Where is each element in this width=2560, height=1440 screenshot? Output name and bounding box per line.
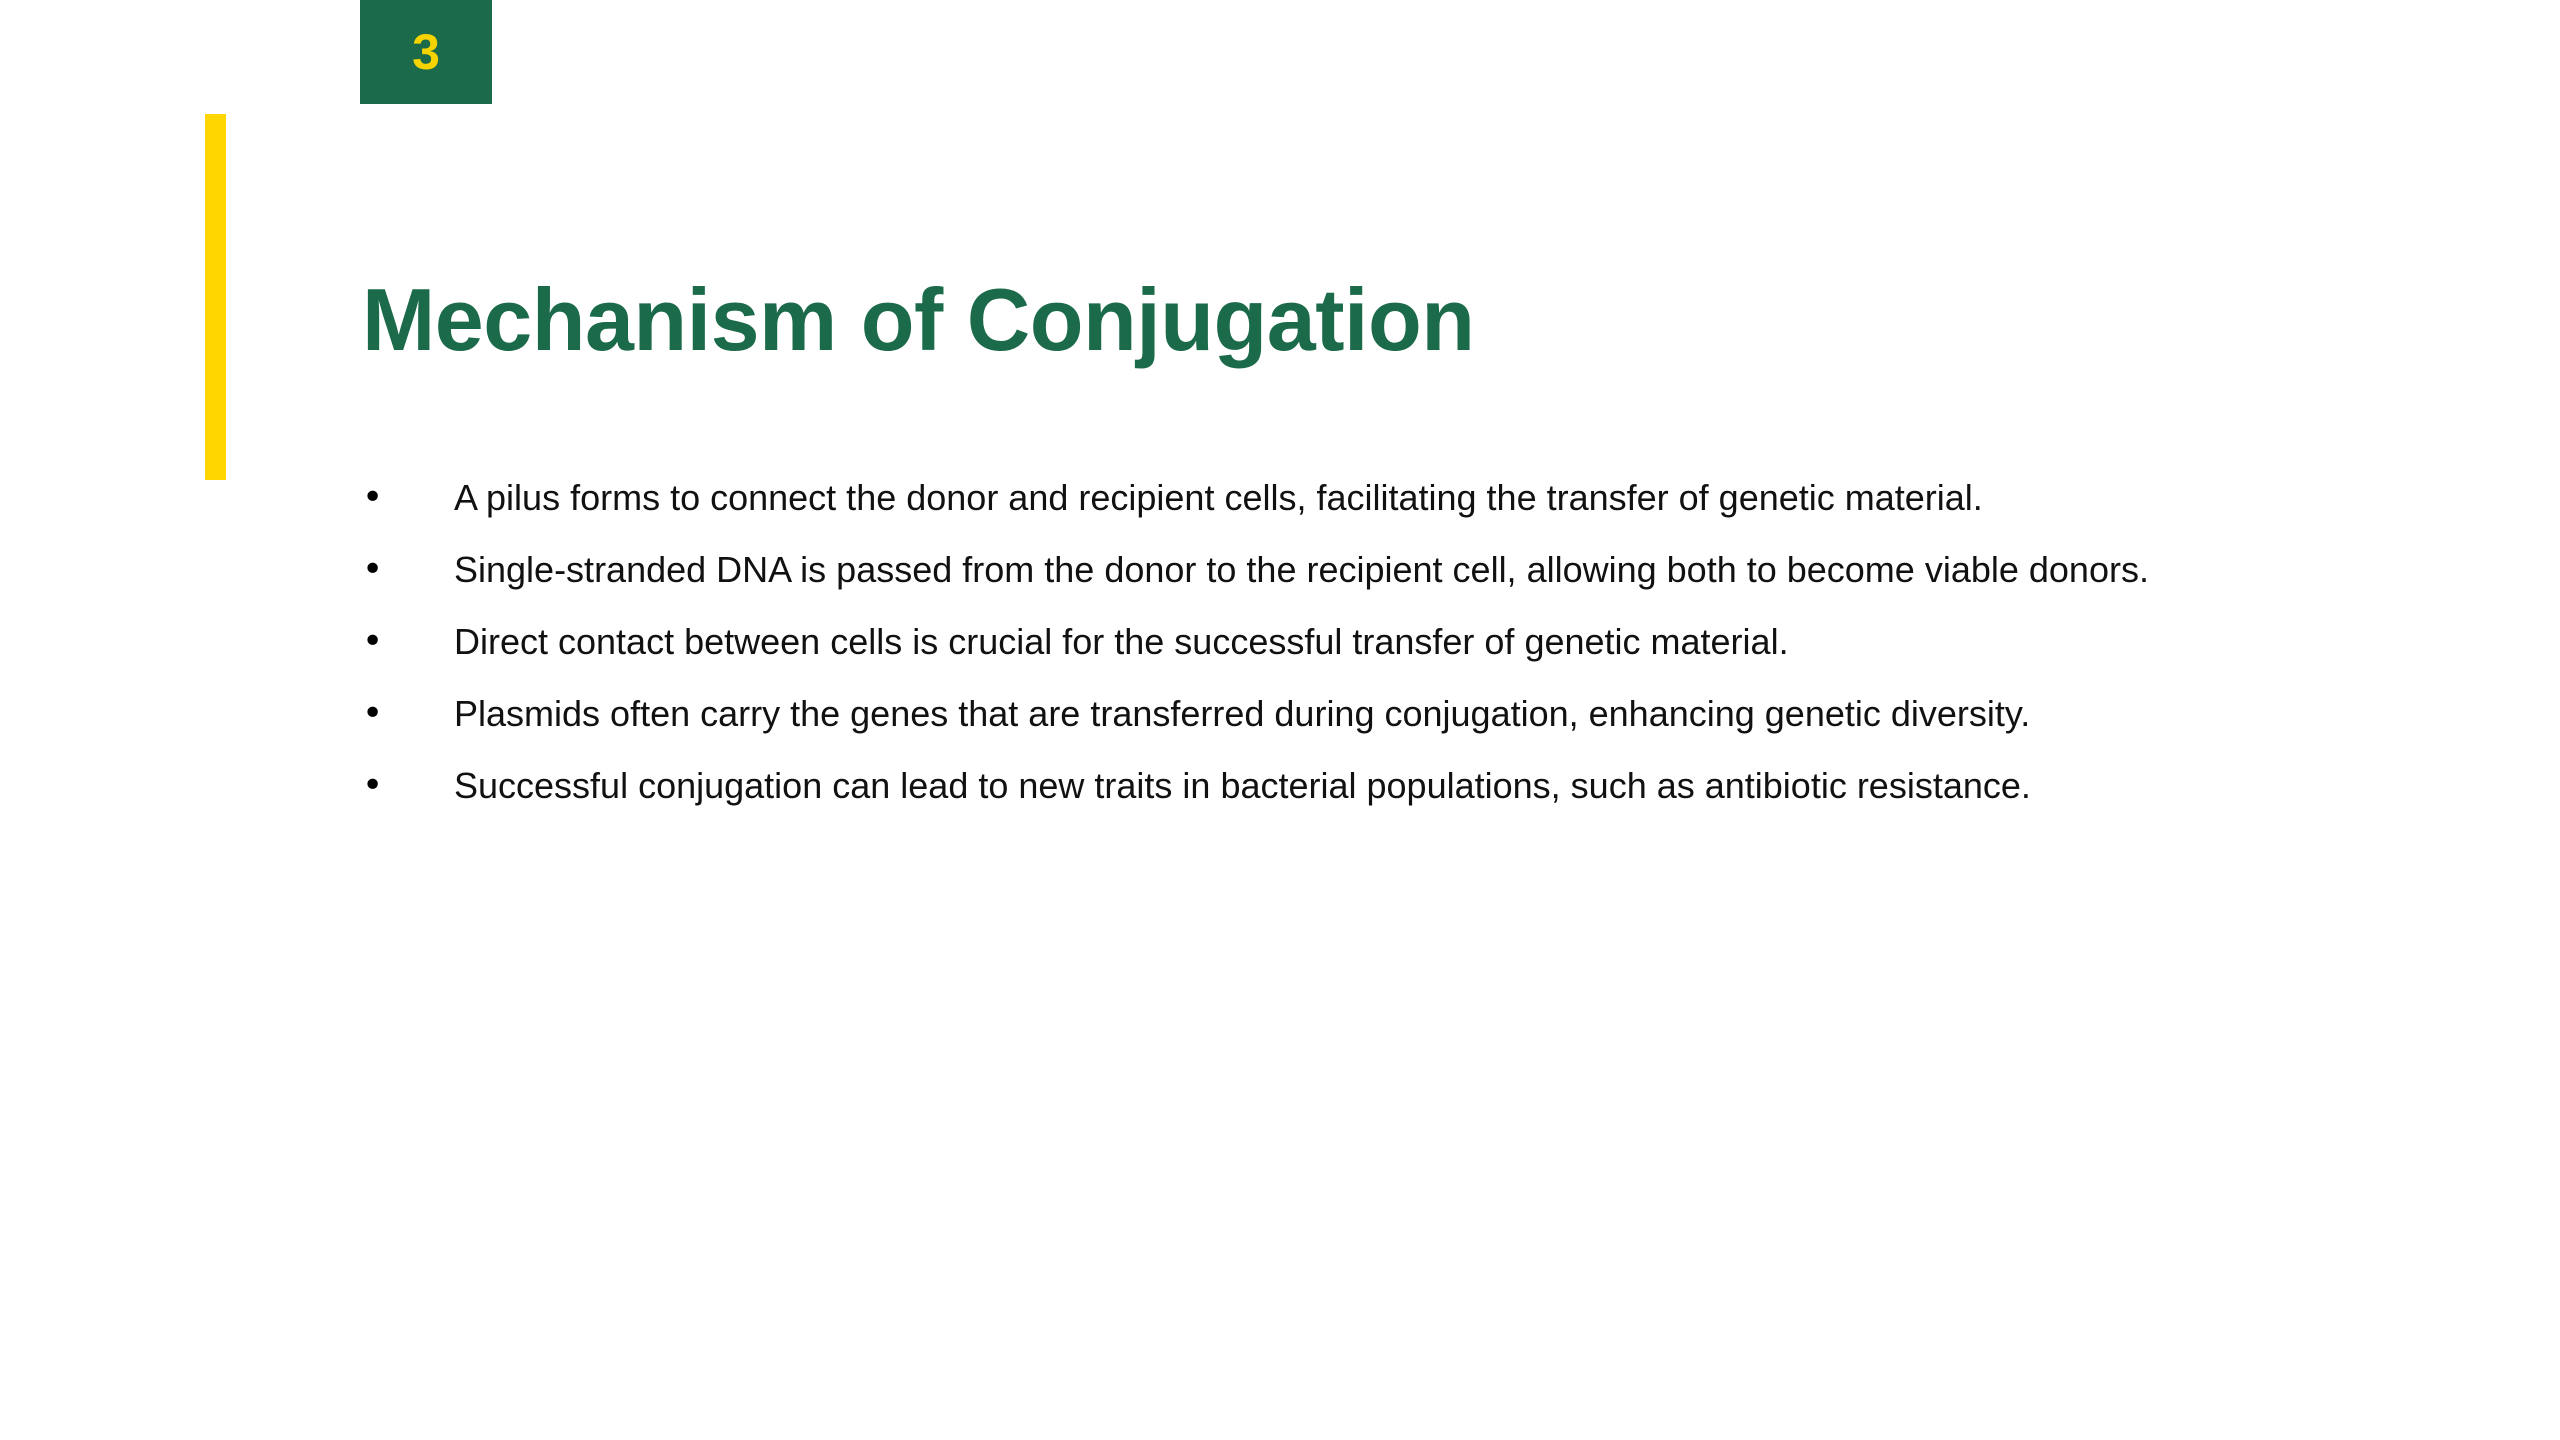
slide-number-badge bbox=[360, 0, 492, 104]
bullet-icon: • bbox=[362, 477, 384, 518]
bullet-item bbox=[362, 678, 2412, 750]
bullet-text: Plasmids often carry the genes that are transferred during conjugation, enhancing genetic diversity. bbox=[454, 693, 2031, 735]
bullet-text: Single-stranded DNA is passed from the donor to the recipient cell, allowing both to become viable donors. bbox=[454, 549, 2149, 591]
bullet-list bbox=[362, 462, 2412, 822]
slide-title: Mechanism of Conjugation bbox=[362, 270, 1475, 369]
bullet-item bbox=[362, 606, 2412, 678]
bullet-icon: • bbox=[362, 621, 384, 662]
bullet-item bbox=[362, 534, 2412, 606]
bullet-item bbox=[362, 462, 2412, 534]
bullet-item bbox=[362, 750, 2412, 822]
slide-number: 3 bbox=[412, 24, 440, 80]
bullet-text: Successful conjugation can lead to new traits in bacterial populations, such as antibiotic resistance. bbox=[454, 765, 2031, 807]
bullet-text: Direct contact between cells is crucial for the successful transfer of genetic material. bbox=[454, 621, 1789, 663]
bullet-text: A pilus forms to connect the donor and recipient cells, facilitating the transfer of genetic material. bbox=[454, 477, 1983, 519]
bullet-icon: • bbox=[362, 549, 384, 590]
bullet-icon: • bbox=[362, 693, 384, 734]
accent-bar bbox=[205, 114, 226, 480]
bullet-icon: • bbox=[362, 765, 384, 806]
